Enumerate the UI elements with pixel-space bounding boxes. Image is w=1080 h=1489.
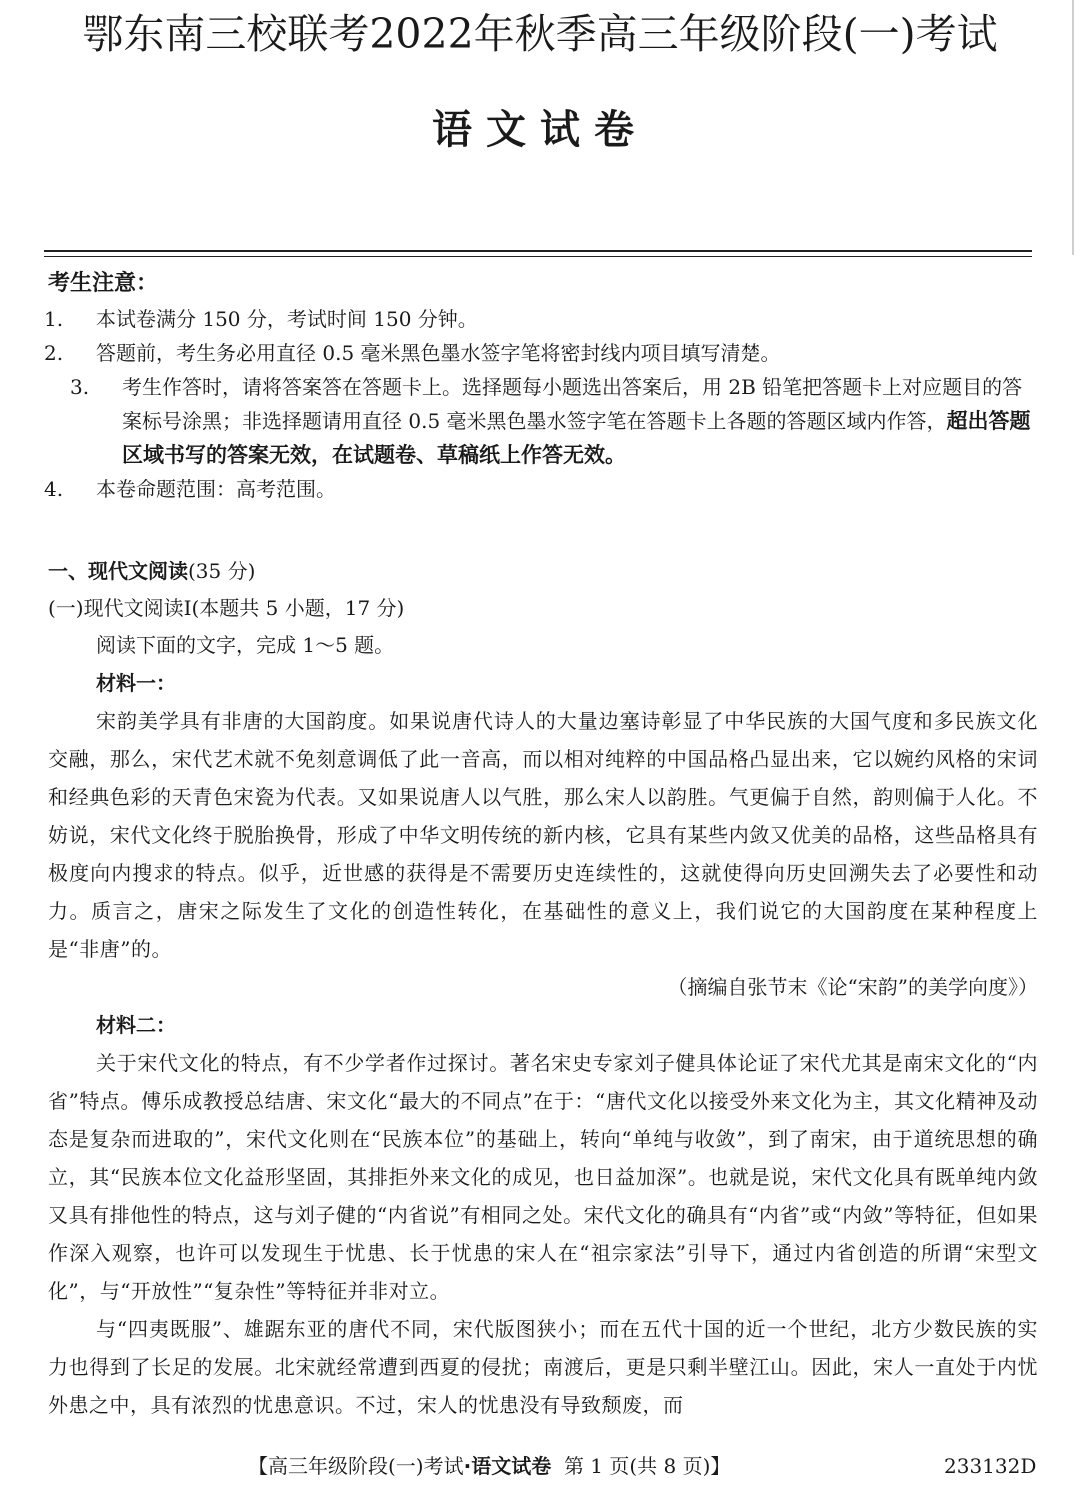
- footer-exam-name: 高三年级阶段(一)考试: [268, 1454, 464, 1478]
- notice-item-text: 本卷命题范围：高考范围。: [96, 477, 336, 501]
- notice-item: [44, 336, 1038, 370]
- header-divider: [44, 250, 1032, 252]
- footer-page-info: 第 1 页(共 8 页): [563, 1454, 711, 1478]
- subsection-heading: (一)现代文阅读Ⅰ(本题共 5 小题，17 分): [48, 596, 405, 620]
- section-heading-title: 一、现代文阅读: [48, 559, 188, 583]
- footer-bracket-open: 【: [248, 1454, 268, 1478]
- material-paragraph: 宋韵美学具有非唐的大国韵度。如果说唐代诗人的大量边塞诗彰显了中华民族的大国气度和多民族文化交融，那么，宋代艺术就不免刻意调低了此一音高，而以相对纯粹的中国品格凸显出来，它以婉约风格的宋词和经典色彩的天青色宋瓷为代表。又如果说唐人以气胜，那么宋人以韵胜。气更偏于自然，韵则偏于人化。不妨说，宋代文化终于脱胎换骨，形成了中华文明传统的新内核，它具有某些内敛又优美的品格，这些品格具有极度向内搜求的特点。似乎，近世感的获得是不需要历史连续性的，这就使得向历史回溯失去了必要性和动力。质言之，唐宋之际发生了文化的创造性转化，在基础性的意义上，我们说它的大国韵度在某种程度上是“非唐”的。: [48, 709, 1038, 961]
- footer-subject: 语文试卷: [471, 1454, 552, 1478]
- notice-item-number: 3.: [70, 375, 90, 399]
- notice-item: [48, 370, 1038, 472]
- notice-item-text: 答题前，考生务必用直径 0.5 毫米黑色墨水签字笔将密封线内项目填写清楚。: [96, 341, 781, 365]
- notice-item: [44, 472, 1038, 506]
- header-divider-thin: [44, 256, 1032, 257]
- footer-label: [248, 1448, 730, 1484]
- material-paragraph: 关于宋代文化的特点，有不少学者作过探讨。著名宋史专家刘子健具体论证了宋代尤其是南宋文化的“内省”特点。傅乐成教授总结唐、宋文化“最大的不同点”在于：“唐代文化以接受外来文化为主，其文化精神及动态是复杂而进取的”，宋代文化则在“民族本位”的基础上，转向“单纯与收敛”，到了南宋，由于道统思想的确立，其“民族本位文化益形坚固，其排拒外来文化的成见，也日益加深”。也就是说，宋代文化具有既单纯内敛又具有排他性的特点，这与刘子健的“内省说”有相同之处。宋代文化的确具有“内省”或“内敛”等特征，但如果作深入观察，也许可以发现生于忧患、长于忧患的宋人在“祖宗家法”引导下，通过内省创造的所谓“宋型文化”，与“开放性”“复杂性”等特征并非对立。: [48, 1051, 1038, 1303]
- notice-item-text: 考生作答时，请将答案答在答题卡上。选择题每小题选出答案后，用 2B 铅笔把答题卡上对应题目的答案标号涂黑；非选择题请用直径 0.5 毫米黑色墨水签字笔在答题卡上各题的答题区域内作答，: [122, 375, 1023, 433]
- material-paragraph: 与“四夷既服”、雄踞东亚的唐代不同，宋代版图狭小；而在五代十国的近一个世纪，北方少数民族的实力也得到了长足的发展。北宋就经常遭到西夏的侵扰；南渡后，更是只剩半壁江山。因此，宋人一直处于内忧外患之中，具有浓烈的忧患意识。不过，宋人的忧患没有导致颓废，而: [48, 1317, 1038, 1417]
- notice-title: 考生注意：: [48, 271, 159, 296]
- page-footer: [0, 1448, 1080, 1484]
- section-heading-score: (35 分): [188, 559, 256, 583]
- notice-item-number: 2.: [44, 341, 64, 365]
- section-heading: [48, 552, 1038, 590]
- notice-item-number: 4.: [44, 477, 64, 501]
- footer-bracket-close: 】: [710, 1454, 731, 1478]
- candidate-notice: [44, 266, 1038, 506]
- paper-code: 233132D: [944, 1454, 1037, 1478]
- exam-title: 鄂东南三校联考2022年秋季高三年级阶段(一)考试: [82, 10, 998, 58]
- notice-item-emphasis: 超出答题区域书写的答案无效，在试题卷、草稿纸上作答无效。: [122, 409, 1031, 467]
- reading-instruction: 阅读下面的文字，完成 1～5 题。: [96, 633, 395, 657]
- material-label: 材料一：: [96, 671, 176, 695]
- notice-list: [44, 302, 1038, 506]
- scan-edge: [1072, 0, 1074, 255]
- material-source: （摘编自张节末《论“宋韵”的美学向度》）: [667, 975, 1038, 999]
- material-label: 材料二：: [96, 1013, 176, 1037]
- notice-item-number: 1.: [44, 307, 64, 331]
- notice-item: [44, 302, 1038, 336]
- footer-dot: ·: [463, 1454, 472, 1478]
- reading-section: [48, 552, 1038, 1424]
- subject-title: 语文试卷: [432, 107, 648, 153]
- notice-item-text: 本试卷满分 150 分，考试时间 150 分钟。: [96, 307, 478, 331]
